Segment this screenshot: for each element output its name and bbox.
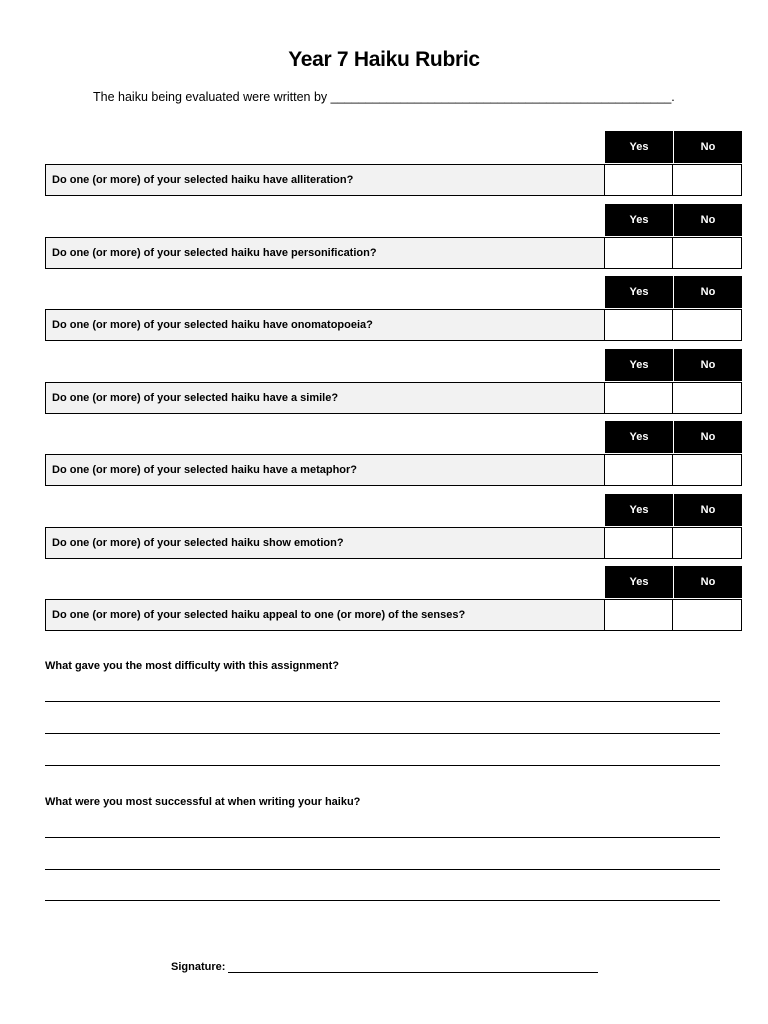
rubric-block-simile	[45, 349, 742, 414]
rubric-row	[45, 382, 742, 414]
rubric-row	[45, 164, 742, 196]
question-label: Do one (or more) of your selected haiku have a metaphor?	[46, 455, 605, 485]
no-header: No	[674, 349, 742, 381]
yes-checkbox-cell[interactable]	[605, 310, 673, 340]
answer-line[interactable]	[45, 900, 720, 901]
yes-header: Yes	[605, 349, 673, 381]
question-label: Do one (or more) of your selected haiku appeal to one (or more) of the senses?	[46, 600, 605, 630]
rubric-row	[45, 599, 742, 631]
rubric-block-personification	[45, 204, 742, 269]
rubric-row	[45, 309, 742, 341]
no-header: No	[674, 204, 742, 236]
yes-header: Yes	[605, 131, 673, 163]
yes-checkbox-cell[interactable]	[605, 600, 673, 630]
difficulty-prompt: What gave you the most difficulty with this assignment?	[45, 660, 339, 672]
rubric-block-senses	[45, 566, 742, 631]
signature-field	[171, 960, 598, 973]
yes-checkbox-cell[interactable]	[605, 528, 673, 558]
yes-header: Yes	[605, 421, 673, 453]
answer-line[interactable]	[45, 765, 720, 766]
no-checkbox-cell[interactable]	[673, 600, 741, 630]
no-checkbox-cell[interactable]	[673, 383, 741, 413]
rubric-block-metaphor	[45, 421, 742, 486]
yes-checkbox-cell[interactable]	[605, 455, 673, 485]
yes-checkbox-cell[interactable]	[605, 165, 673, 195]
yes-checkbox-cell[interactable]	[605, 383, 673, 413]
no-header: No	[674, 494, 742, 526]
no-header: No	[674, 421, 742, 453]
rubric-row	[45, 527, 742, 559]
question-label: Do one (or more) of your selected haiku have a simile?	[46, 383, 605, 413]
rubric-block-alliteration	[45, 131, 742, 196]
signature-line[interactable]	[228, 960, 598, 973]
yes-checkbox-cell[interactable]	[605, 238, 673, 268]
rubric-row	[45, 237, 742, 269]
yes-header: Yes	[605, 566, 673, 598]
yes-header: Yes	[605, 276, 673, 308]
question-label: Do one (or more) of your selected haiku show emotion?	[46, 528, 605, 558]
rubric-block-onomatopoeia	[45, 276, 742, 341]
no-header: No	[674, 276, 742, 308]
no-checkbox-cell[interactable]	[673, 310, 741, 340]
no-checkbox-cell[interactable]	[673, 528, 741, 558]
answer-line[interactable]	[45, 733, 720, 734]
rubric-row	[45, 454, 742, 486]
success-prompt: What were you most successful at when writing your haiku?	[45, 796, 361, 808]
page-title: Year 7 Haiku Rubric	[288, 48, 480, 71]
answer-line[interactable]	[45, 701, 720, 702]
no-checkbox-cell[interactable]	[673, 455, 741, 485]
author-line: The haiku being evaluated were written by _________________________________________________.	[93, 90, 675, 104]
answer-line[interactable]	[45, 869, 720, 870]
no-checkbox-cell[interactable]	[673, 238, 741, 268]
yes-header: Yes	[605, 494, 673, 526]
question-label: Do one (or more) of your selected haiku have personification?	[46, 238, 605, 268]
question-label: Do one (or more) of your selected haiku have onomatopoeia?	[46, 310, 605, 340]
signature-label: Signature:	[171, 961, 226, 973]
question-label: Do one (or more) of your selected haiku have alliteration?	[46, 165, 605, 195]
no-checkbox-cell[interactable]	[673, 165, 741, 195]
no-header: No	[674, 131, 742, 163]
no-header: No	[674, 566, 742, 598]
answer-line[interactable]	[45, 837, 720, 838]
yes-header: Yes	[605, 204, 673, 236]
rubric-block-emotion	[45, 494, 742, 559]
